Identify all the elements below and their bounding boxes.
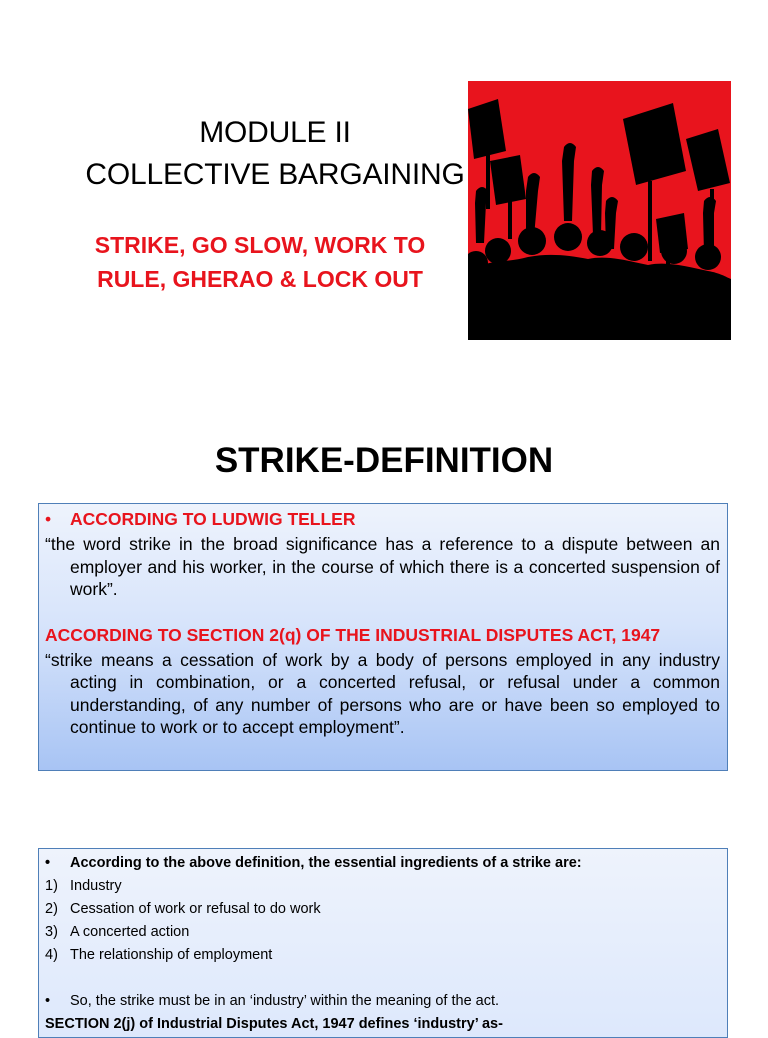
- definition-heading-teller-text: ACCORDING TO LUDWIG TELLER: [70, 509, 356, 529]
- module-subtitle-line-1: STRIKE, GO SLOW, WORK TO: [94, 232, 426, 258]
- list-item-text: Industry: [70, 878, 122, 894]
- list-item: [45, 921, 720, 944]
- ingredients-intro-text: According to the above definition, the essential ingredients of a strike are:: [70, 855, 582, 871]
- definition-heading-section: ACCORDING TO SECTION 2(q) OF THE INDUSTRIAL DISPUTES ACT, 1947: [45, 624, 661, 645]
- list-item: [45, 875, 720, 898]
- definition-text-section: “strike means a cessation of work by a body of persons employed in any industry acting in combination, or a concerted refusal, or refusal under a common understanding, of any number of persons who are or have been so employed to continue to work or to accept employment”.: [45, 649, 720, 737]
- module-title: [75, 112, 475, 196]
- ingredients-intro: [45, 852, 720, 875]
- bullet-icon: •: [45, 855, 51, 871]
- section-definition-line: SECTION 2(j) of Industrial Disputes Act, 1947 defines ‘industry’ as-: [45, 1016, 503, 1032]
- list-item-number: 1): [45, 878, 58, 894]
- list-item-text: The relationship of employment: [70, 947, 273, 963]
- strike-definition-title: STRIKE-DEFINITION: [214, 441, 554, 480]
- module-subtitle-line-2: RULE, GHERAO & LOCK OUT: [97, 266, 423, 292]
- module-title-line-2: COLLECTIVE BARGAINING: [85, 158, 465, 191]
- list-item-text: A concerted action: [70, 924, 190, 940]
- protest-crowd-silhouette-icon: [468, 81, 731, 340]
- bullet-icon: •: [45, 509, 52, 529]
- protest-crowd-image: [468, 81, 731, 340]
- module-title-line-1: MODULE II: [199, 116, 351, 149]
- ingredients-note: [45, 990, 720, 1013]
- ingredients-note-text: So, the strike must be in an ‘industry’ within the meaning of the act.: [70, 993, 500, 1009]
- list-item: [45, 944, 720, 967]
- list-item-number: 4): [45, 947, 58, 963]
- bullet-icon: •: [45, 993, 51, 1009]
- module-subtitle: [75, 228, 445, 296]
- definition-heading-teller: [45, 507, 720, 531]
- definition-text-teller: “the word strike in the broad significance has a reference to a dispute between an employer and his worker, in the course of which there is a concerted suspension of work”.: [45, 534, 720, 599]
- list-item-number: 3): [45, 924, 58, 940]
- list-item-text: Cessation of work or refusal to do work: [70, 901, 321, 917]
- list-item-number: 2): [45, 901, 58, 917]
- ingredients-box: [38, 848, 728, 1038]
- definition-box: [38, 503, 728, 771]
- list-item: [45, 898, 720, 921]
